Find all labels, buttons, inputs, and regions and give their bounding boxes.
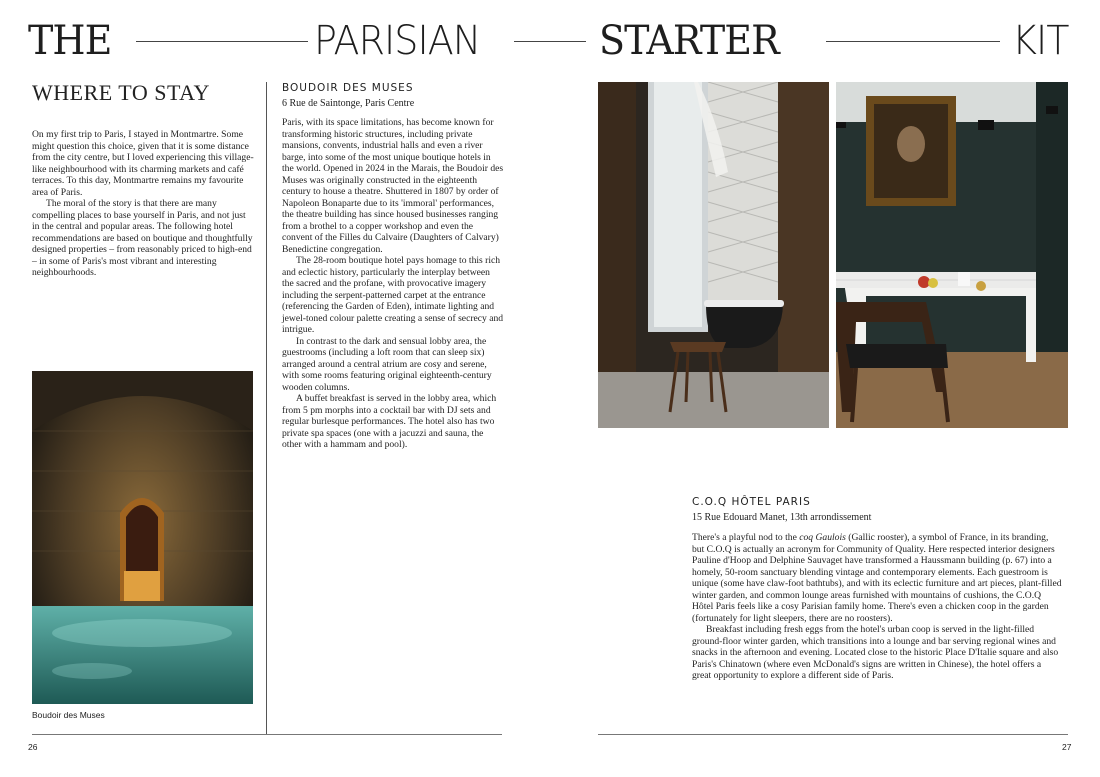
dining-photo <box>836 82 1068 428</box>
header-rule <box>136 41 308 42</box>
intro-paragraph: The moral of the story is that there are many compelling places to base yourself in Paris, and not just in the central and popular areas. The following hotel recommendations are based on boutique and thoughtfully designed properties – from reasonably priced to high-end – in some of Paris's most vibrant and interesting neighbourhoods. <box>32 198 253 278</box>
section-heading: WHERE TO STAY <box>32 80 210 105</box>
photo-caption: Boudoir des Muses <box>32 710 105 720</box>
hotel-heading <box>282 82 414 109</box>
header-word-starter: STARTER <box>599 18 779 64</box>
header-word-parisian: PARISIAN <box>314 18 481 64</box>
bathroom-photo <box>598 82 829 428</box>
hotel-address: 6 Rue de Saintonge, Paris Centre <box>282 98 415 109</box>
pool-illustration <box>32 371 253 704</box>
intro-paragraph: On my first trip to Paris, I stayed in Montmartre. Some might question this choice, given that it is some distance from the city centre, but I loved experiencing this village-like neighbourhood with its charming markets and café terraces. To this day, Montmartre remains my favourite area of Paris. <box>32 129 254 198</box>
header-word-kit: KIT <box>1012 18 1069 64</box>
footer-rule <box>32 734 502 735</box>
bathroom-illustration <box>598 82 829 428</box>
hotel-heading <box>692 496 871 523</box>
hotel-description <box>282 117 504 451</box>
page-number: 27 <box>1062 742 1072 752</box>
header-rule <box>514 41 586 42</box>
hotel-paragraph: The 28-room boutique hotel pays homage to this rich and eclectic history, particularly the interplay between the sacred and the profane, with provocative imagery including the serpent-patterned carpet at the entrance (referencing the Garden of Eden), intimate lighting and jewel-toned colour palette creating a sense of secrecy and intrigue. <box>282 255 504 335</box>
hotel-paragraph: A buffet breakfast is served in the lobby area, which from 5 pm morphs into a cocktail bar with DJ sets and regular burlesque performances. The hotel also has two private spa spaces (one with a jacuzzi and sauna, the other with a hammam and pool). <box>282 393 497 450</box>
column-divider <box>266 82 267 734</box>
hotel-paragraph: In contrast to the dark and sensual lobby area, the guestrooms (including a loft room that can sleep six) arranged around a central atrium are cosy and serene, with some rooms featuring original eighteenth-century wooden columns. <box>282 335 492 393</box>
hotel-name: C.O.Q HÔTEL PARIS <box>692 496 811 508</box>
page-header <box>0 18 1100 64</box>
hotel-description <box>692 532 1062 682</box>
hotel-address: 15 Rue Edouard Manet, 13th arrondissement <box>692 512 872 523</box>
header-word-the: THE <box>28 18 112 64</box>
hotel-paragraph: Paris, with its space limitations, has become known for transforming historic structures, including private mansions, convents, industrial halls and even a river barge, into some of the most unique boutique hotels in the world. Opened in 2024 in the Marais, the Boudoir des Muses was originally constructed in the eighteenth century to house a theatre. Shuttered in 1807 by order of Napoleon Bonaparte due to its 'immoral' performances, the theatre building has since housed businesses ranging from a brothel to a copper workshop and even the convent of the Filles du Calvaire (Daughters of Calvary) Benedictine congregation. <box>282 117 504 255</box>
text-run: There's a playful nod to the <box>692 532 800 543</box>
dining-illustration <box>836 82 1068 428</box>
text-run: (Gallic rooster), a symbol of France, in its branding, but C.O.Q is actually an acronym for Community of Quality. Here respected interior designers Pauline d'Hoop and Delphine Sauvaget have transformed a Haussmann building (p. 67) into a homely, 50-room sanctuary blending vintage and contemporary elements. Each guestroom is unique (some have claw-foot bathtubs), and with its eclectic furniture and art pieces, plant-filled winter garden, and common lounge areas furnished with mountains of cushions, the C.O.Q Hôtel Paris feels like a cosy Parisian family home. There's even a chicken coop in the garden (fortunately for light sleepers, there are no roosters). <box>692 532 1062 624</box>
hotel-name: BOUDOIR DES MUSES <box>282 82 414 94</box>
footer-rule <box>598 734 1068 735</box>
page-number: 26 <box>28 742 38 752</box>
hotel-paragraph: Breakfast including fresh eggs from the hotel's urban coop is served in the light-filled ground-floor winter garden, which transitions into a lounge and bar serving regional wines and snacks in the afternoon and evening. Located close to the historic Place D'Italie square and also Paris's Chinatown (where even McDonald's signs are written in Chinese), the hotel offers a great opportunity to explore a different side of Paris. <box>692 624 1059 681</box>
pool-photo <box>32 371 253 704</box>
header-rule <box>826 41 1000 42</box>
italic-term: coq Gaulois <box>799 532 846 543</box>
intro-text <box>32 129 254 279</box>
hotel-paragraph <box>692 532 1062 624</box>
